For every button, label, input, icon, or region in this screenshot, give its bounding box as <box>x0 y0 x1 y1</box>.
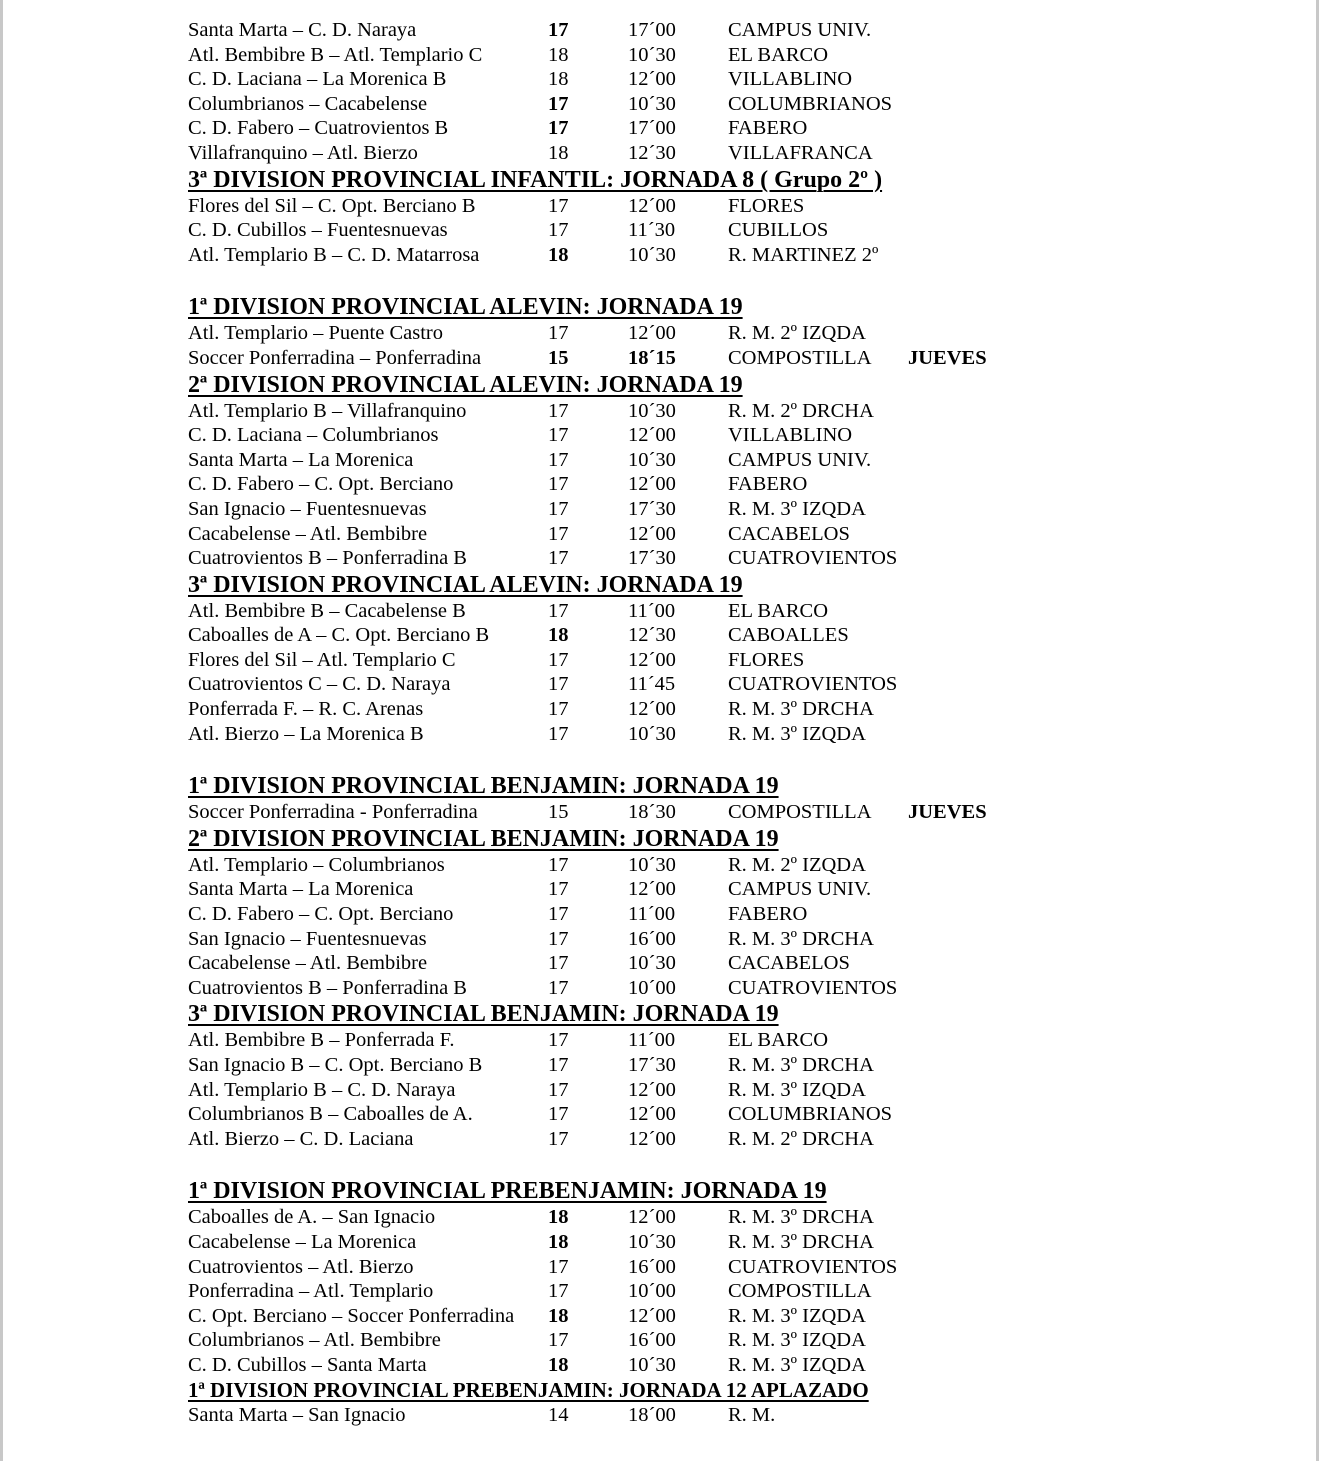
match-name: Atl. Templario B – C. D. Naraya <box>188 1078 456 1101</box>
match-time: 10´30 <box>628 448 676 471</box>
page-border-left <box>0 0 3 1461</box>
match-row <box>188 18 1188 43</box>
match-row <box>188 672 1188 697</box>
match-day: 17 <box>548 1280 569 1303</box>
section-heading <box>188 371 1188 399</box>
match-name: C. D. Fabero – C. Opt. Berciano <box>188 903 454 926</box>
match-venue: CUBILLOS <box>728 219 829 242</box>
match-name: C. D. Cubillos – Santa Marta <box>188 1353 427 1376</box>
match-day: 17 <box>548 1029 569 1052</box>
match-time: 12´30 <box>628 141 676 164</box>
match-venue: R. M. 3º DRCHA <box>728 1230 874 1253</box>
match-day: 18 <box>548 141 569 164</box>
section-spacer <box>188 267 1188 293</box>
schedule-section <box>188 772 1188 825</box>
match-day: 17 <box>548 599 569 622</box>
match-venue: EL BARCO <box>728 1029 829 1052</box>
match-time: 12´00 <box>628 1304 676 1327</box>
match-day: 17 <box>548 1255 569 1278</box>
match-venue: COLUMBRIANOS <box>728 1103 893 1126</box>
match-row <box>188 1328 1188 1353</box>
match-day: 17 <box>548 448 569 471</box>
match-venue: FLORES <box>728 194 805 217</box>
match-name: Soccer Ponferradina – Ponferradina <box>188 346 482 369</box>
match-name: Columbrianos – Atl. Bembibre <box>188 1329 441 1352</box>
match-row <box>188 697 1188 722</box>
match-time: 11´00 <box>628 1029 676 1052</box>
schedule-section <box>188 1000 1188 1151</box>
match-day: 18 <box>548 1206 569 1229</box>
match-time: 12´00 <box>628 522 676 545</box>
section-heading-text: 1ª DIVISION PROVINCIAL PREBENJAMIN: JORNADA 19 <box>188 1178 827 1205</box>
match-time: 17´00 <box>628 117 676 140</box>
match-venue: COMPOSTILLA <box>728 346 872 369</box>
section-heading <box>188 772 1188 800</box>
match-name: Cuatrovientos B – Ponferradina B <box>188 547 467 570</box>
match-row <box>188 43 1188 68</box>
match-venue: COMPOSTILLA <box>728 1280 872 1303</box>
match-venue: COMPOSTILLA <box>728 801 872 824</box>
match-name: Columbrianos B – Caboalles de A. <box>188 1103 473 1126</box>
schedule-section <box>188 18 1188 166</box>
match-row <box>188 599 1188 624</box>
match-time: 16´00 <box>628 1255 676 1278</box>
match-day: 17 <box>548 927 569 950</box>
match-name: Atl. Bembibre B – Cacabelense B <box>188 599 466 622</box>
match-time: 10´30 <box>628 722 676 745</box>
match-day: 17 <box>548 1127 569 1150</box>
match-venue: VILLABLINO <box>728 424 853 447</box>
match-name: C. Opt. Berciano – Soccer Ponferradina <box>188 1304 515 1327</box>
match-time: 16´00 <box>628 927 676 950</box>
section-heading-text: 3ª DIVISION PROVINCIAL ALEVIN: JORNADA 19 <box>188 571 743 598</box>
match-day: 17 <box>548 878 569 901</box>
match-time: 12´00 <box>628 424 676 447</box>
match-name: Atl. Bierzo – C. D. Laciana <box>188 1127 414 1150</box>
match-time: 12´00 <box>628 322 676 345</box>
match-venue: CAMPUS UNIV. <box>728 19 872 41</box>
match-venue: R. M. <box>728 1403 776 1426</box>
section-heading <box>188 1177 1188 1205</box>
match-venue: R. M. 3º DRCHA <box>728 927 874 950</box>
match-day: 17 <box>548 903 569 926</box>
match-time: 10´30 <box>628 853 676 876</box>
match-time: 18´30 <box>628 801 676 824</box>
match-row <box>188 951 1188 976</box>
match-day: 17 <box>548 1078 569 1101</box>
match-row <box>188 141 1188 166</box>
match-name: Cuatrovientos C – C. D. Naraya <box>188 673 451 696</box>
match-day: 17 <box>548 497 569 520</box>
match-name: Columbrianos – Cacabelense <box>188 92 428 115</box>
section-heading-text: 1ª DIVISION PROVINCIAL PREBENJAMIN: JORNADA 12 APLAZADO <box>188 1377 869 1402</box>
match-day: 18 <box>548 243 569 266</box>
match-day: 17 <box>548 522 569 545</box>
match-row <box>188 243 1188 268</box>
match-venue: R. M. 3º IZQDA <box>728 1304 866 1327</box>
match-time: 10´30 <box>628 1353 676 1376</box>
match-time: 11´00 <box>628 599 676 622</box>
match-day: 18 <box>548 43 569 66</box>
match-name: Atl. Templario B – Villafranquino <box>188 399 467 422</box>
match-time: 12´00 <box>628 473 676 496</box>
match-note: JUEVES <box>908 346 987 369</box>
match-time: 12´30 <box>628 624 676 647</box>
match-name: San Ignacio B – C. Opt. Berciano B <box>188 1054 483 1076</box>
match-row <box>188 1255 1188 1280</box>
match-row <box>188 927 1188 952</box>
match-venue: CUATROVIENTOS <box>728 1255 898 1278</box>
match-name: Ponferradina – Atl. Templario <box>188 1280 434 1303</box>
section-heading <box>188 571 1188 599</box>
match-venue: CUATROVIENTOS <box>728 976 898 999</box>
match-time: 16´00 <box>628 1329 676 1352</box>
match-time: 17´30 <box>628 547 676 570</box>
match-time: 12´00 <box>628 1078 676 1101</box>
match-time: 12´00 <box>628 68 676 91</box>
match-time: 12´00 <box>628 1103 676 1126</box>
match-venue: VILLAFRANCA <box>728 141 873 164</box>
match-name: Cuatrovientos – Atl. Bierzo <box>188 1255 414 1278</box>
match-row <box>188 67 1188 92</box>
section-heading-text: 3ª DIVISION PROVINCIAL INFANTIL: JORNADA 8 ( Grupo 2º ) <box>188 166 883 193</box>
match-time: 17´30 <box>628 1054 676 1076</box>
match-venue: FABERO <box>728 473 808 496</box>
match-day: 18 <box>548 1230 569 1253</box>
section-heading-text: 2ª DIVISION PROVINCIAL BENJAMIN: JORNADA 19 <box>188 825 779 852</box>
match-time: 12´00 <box>628 878 676 901</box>
match-venue: FLORES <box>728 648 805 671</box>
match-day: 18 <box>548 68 569 91</box>
match-name: Atl. Bembibre B – Ponferrada F. <box>188 1029 455 1052</box>
match-name: Soccer Ponferradina - Ponferradina <box>188 801 478 824</box>
match-name: Atl. Bierzo – La Morenica B <box>188 722 424 745</box>
match-time: 12´00 <box>628 1206 676 1229</box>
match-row <box>188 722 1188 747</box>
match-row <box>188 1205 1188 1230</box>
match-day: 14 <box>548 1403 569 1426</box>
match-name: Cacabelense – Atl. Bembibre <box>188 952 428 975</box>
schedule-section <box>188 571 1188 747</box>
match-day: 15 <box>548 346 569 369</box>
match-row <box>188 1078 1188 1103</box>
match-row <box>188 522 1188 547</box>
section-heading <box>188 1000 1188 1028</box>
match-row <box>188 399 1188 424</box>
match-venue: CAMPUS UNIV. <box>728 448 872 471</box>
match-row <box>188 877 1188 902</box>
match-day: 17 <box>548 219 569 242</box>
match-row <box>188 546 1188 571</box>
match-time: 17´00 <box>628 19 676 41</box>
match-time: 10´30 <box>628 399 676 422</box>
match-day: 17 <box>548 19 569 41</box>
match-name: Cacabelense – Atl. Bembibre <box>188 522 428 545</box>
match-day: 17 <box>548 1103 569 1126</box>
match-time: 10´30 <box>628 43 676 66</box>
match-row <box>188 1230 1188 1255</box>
match-time: 18´00 <box>628 1403 676 1426</box>
match-day: 17 <box>548 648 569 671</box>
match-venue: R. M. 3º IZQDA <box>728 1329 866 1352</box>
match-venue: CAMPUS UNIV. <box>728 878 872 901</box>
match-note: JUEVES <box>908 801 987 824</box>
section-heading <box>188 293 1188 321</box>
section-heading-text: 3ª DIVISION PROVINCIAL BENJAMIN: JORNADA 19 <box>188 1001 779 1028</box>
match-day: 17 <box>548 92 569 115</box>
match-venue: CACABELOS <box>728 522 850 545</box>
section-heading <box>188 825 1188 853</box>
match-name: Atl. Templario B – C. D. Matarrosa <box>188 243 480 266</box>
section-heading-text: 1ª DIVISION PROVINCIAL ALEVIN: JORNADA 19 <box>188 294 743 321</box>
match-name: Flores del Sil – C. Opt. Berciano B <box>188 194 476 217</box>
match-name: Santa Marta – San Ignacio <box>188 1403 406 1426</box>
match-row <box>188 902 1188 927</box>
match-venue: CACABELOS <box>728 952 850 975</box>
section-spacer <box>188 1151 1188 1177</box>
match-venue: R. M. 3º IZQDA <box>728 1353 866 1376</box>
match-day: 17 <box>548 399 569 422</box>
match-venue: CUATROVIENTOS <box>728 673 898 696</box>
match-venue: R. M. 2º DRCHA <box>728 1127 874 1150</box>
match-row <box>188 1053 1188 1078</box>
match-day: 18 <box>548 1353 569 1376</box>
match-day: 15 <box>548 801 569 824</box>
section-heading <box>188 1378 1188 1403</box>
match-row <box>188 92 1188 117</box>
match-name: Santa Marta – C. D. Naraya <box>188 19 417 41</box>
match-name: C. D. Cubillos – Fuentesnuevas <box>188 219 448 242</box>
match-row <box>188 853 1188 878</box>
match-time: 12´00 <box>628 194 676 217</box>
match-day: 18 <box>548 1304 569 1327</box>
section-heading-text: 2ª DIVISION PROVINCIAL ALEVIN: JORNADA 19 <box>188 371 743 398</box>
match-name: Ponferrada F. – R. C. Arenas <box>188 698 424 721</box>
match-venue: EL BARCO <box>728 599 829 622</box>
match-row <box>188 194 1188 219</box>
match-row <box>188 1102 1188 1127</box>
match-row <box>188 648 1188 673</box>
match-day: 17 <box>548 547 569 570</box>
schedule-section <box>188 1177 1188 1377</box>
schedule-section <box>188 166 1188 268</box>
match-row <box>188 1403 1188 1428</box>
match-venue: R. M. 2º IZQDA <box>728 322 866 345</box>
schedule-section <box>188 293 1188 370</box>
schedule-section <box>188 1378 1188 1428</box>
match-name: C. D. Fabero – Cuatrovientos B <box>188 117 449 140</box>
match-time: 12´00 <box>628 1127 676 1150</box>
match-time: 10´00 <box>628 976 676 999</box>
match-day: 17 <box>548 976 569 999</box>
match-name: C. D. Fabero – C. Opt. Berciano <box>188 473 454 496</box>
match-venue: FABERO <box>728 117 808 140</box>
section-heading-text: 1ª DIVISION PROVINCIAL BENJAMIN: JORNADA 19 <box>188 773 779 800</box>
match-venue: COLUMBRIANOS <box>728 92 893 115</box>
match-venue: R. MARTINEZ 2º <box>728 243 879 266</box>
match-day: 17 <box>548 473 569 496</box>
match-row <box>188 1028 1188 1053</box>
match-day: 17 <box>548 1329 569 1352</box>
match-venue: VILLABLINO <box>728 68 853 91</box>
match-time: 10´30 <box>628 1230 676 1253</box>
match-name: Cacabelense – La Morenica <box>188 1230 417 1253</box>
match-day: 17 <box>548 194 569 217</box>
match-day: 17 <box>548 1054 569 1076</box>
match-row <box>188 1127 1188 1152</box>
match-time: 11´30 <box>628 219 676 242</box>
schedule-section <box>188 825 1188 1001</box>
match-name: Caboalles de A – C. Opt. Berciano B <box>188 624 490 647</box>
match-venue: R. M. 3º IZQDA <box>728 722 866 745</box>
match-row <box>188 321 1188 346</box>
match-name: Villafranquino – Atl. Bierzo <box>188 141 418 164</box>
match-day: 18 <box>548 624 569 647</box>
match-venue: R. M. 3º DRCHA <box>728 698 874 721</box>
match-row <box>188 1353 1188 1378</box>
schedule-section <box>188 371 1188 571</box>
match-time: 10´00 <box>628 1280 676 1303</box>
match-row <box>188 423 1188 448</box>
match-venue: CUATROVIENTOS <box>728 547 898 570</box>
match-day: 17 <box>548 673 569 696</box>
section-spacer <box>188 746 1188 772</box>
schedule-document <box>188 18 1188 1427</box>
match-day: 17 <box>548 322 569 345</box>
match-time: 10´30 <box>628 243 676 266</box>
match-venue: R. M. 2º DRCHA <box>728 399 874 422</box>
match-venue: EL BARCO <box>728 43 829 66</box>
match-venue: R. M. 3º IZQDA <box>728 497 866 520</box>
match-time: 17´30 <box>628 497 676 520</box>
match-time: 10´30 <box>628 952 676 975</box>
match-time: 11´45 <box>628 673 676 696</box>
match-venue: FABERO <box>728 903 808 926</box>
match-day: 17 <box>548 698 569 721</box>
match-row <box>188 623 1188 648</box>
match-time: 11´00 <box>628 903 676 926</box>
match-time: 12´00 <box>628 698 676 721</box>
match-venue: R. M. 3º IZQDA <box>728 1078 866 1101</box>
match-row <box>188 218 1188 243</box>
match-day: 17 <box>548 424 569 447</box>
match-row <box>188 346 1188 371</box>
match-row <box>188 800 1188 825</box>
match-name: Santa Marta – La Morenica <box>188 448 414 471</box>
match-venue: R. M. 2º IZQDA <box>728 853 866 876</box>
match-time: 10´30 <box>628 92 676 115</box>
match-venue: CABOALLES <box>728 624 849 647</box>
match-name: Santa Marta – La Morenica <box>188 878 414 901</box>
match-name: San Ignacio – Fuentesnuevas <box>188 927 427 950</box>
match-row <box>188 497 1188 522</box>
match-row <box>188 1304 1188 1329</box>
section-heading <box>188 166 1188 194</box>
match-name: Atl. Bembibre B – Atl. Templario C <box>188 43 483 66</box>
match-day: 17 <box>548 117 569 140</box>
match-name: Atl. Templario – Puente Castro <box>188 322 443 345</box>
match-venue: R. M. 3º DRCHA <box>728 1054 874 1076</box>
match-row <box>188 472 1188 497</box>
match-name: Atl. Templario – Columbrianos <box>188 853 445 876</box>
match-name: San Ignacio – Fuentesnuevas <box>188 497 427 520</box>
match-day: 17 <box>548 853 569 876</box>
match-row <box>188 1279 1188 1304</box>
match-day: 17 <box>548 952 569 975</box>
match-name: Caboalles de A. – San Ignacio <box>188 1206 436 1229</box>
match-row <box>188 448 1188 473</box>
match-row <box>188 976 1188 1001</box>
match-name: C. D. Laciana – La Morenica B <box>188 68 447 91</box>
match-row <box>188 116 1188 141</box>
match-venue: R. M. 3º DRCHA <box>728 1206 874 1229</box>
match-time: 18´15 <box>628 346 676 369</box>
match-time: 12´00 <box>628 648 676 671</box>
match-name: Cuatrovientos B – Ponferradina B <box>188 976 467 999</box>
match-day: 17 <box>548 722 569 745</box>
match-name: Flores del Sil – Atl. Templario C <box>188 648 456 671</box>
match-name: C. D. Laciana – Columbrianos <box>188 424 439 447</box>
